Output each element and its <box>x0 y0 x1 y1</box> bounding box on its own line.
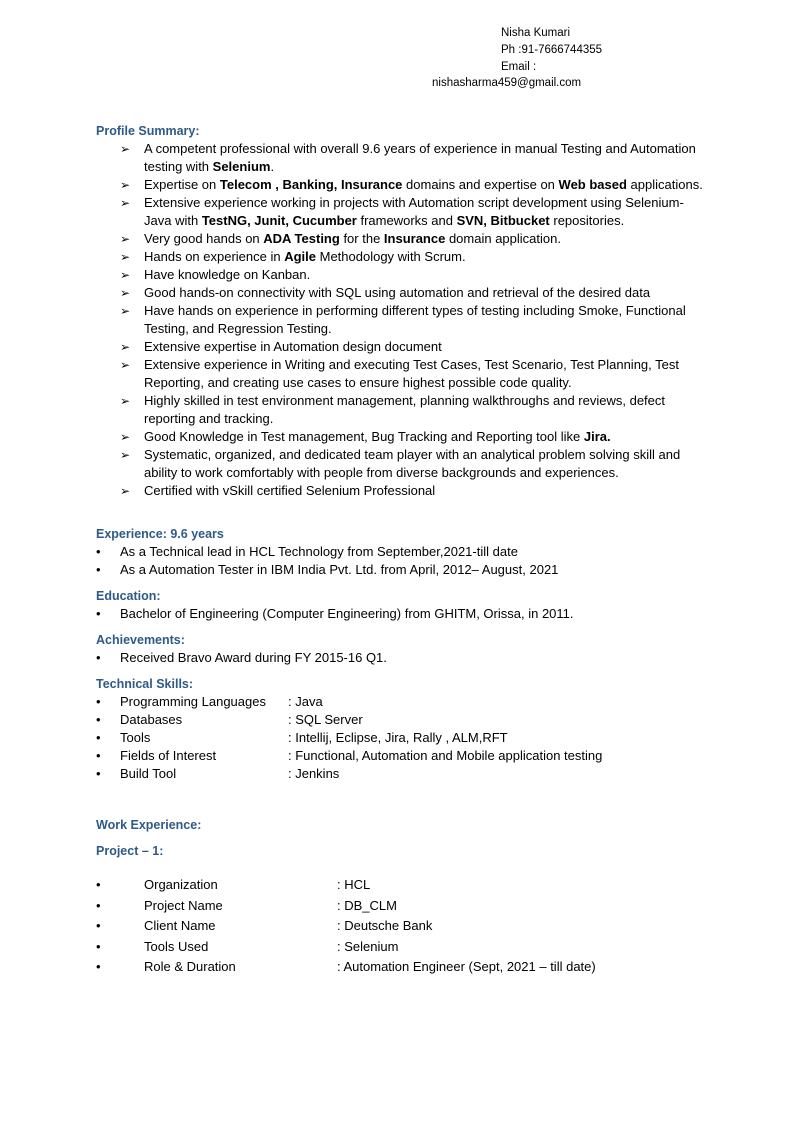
arrow-bullet-icon: ➢ <box>120 394 131 408</box>
skill-key: Fields of Interest <box>120 748 217 763</box>
project-heading: Project – 1: <box>96 844 164 858</box>
arrow-bullet-icon: ➢ <box>120 250 131 264</box>
work-experience-heading: Work Experience: <box>96 818 202 832</box>
profile-summary-item: ➢ Good Knowledge in Test management, Bug Tracking and Reporting tool like Jira. <box>120 429 611 444</box>
profile-summary-list <box>120 140 710 500</box>
profile-summary-item: ➢ Highly skilled in test environment management, planning walkthroughs and reviews, defect reporting and tracking. <box>120 393 666 426</box>
project-key: Client Name <box>144 918 216 933</box>
bullet-icon: • <box>96 606 101 621</box>
arrow-bullet-icon: ➢ <box>120 484 131 498</box>
skill-key: Tools <box>120 730 151 745</box>
bullet-icon: • <box>96 766 101 781</box>
arrow-bullet-icon: ➢ <box>120 448 131 462</box>
arrow-bullet-icon: ➢ <box>120 196 131 210</box>
skill-value: : Jenkins <box>288 766 340 781</box>
skill-key: Build Tool <box>120 766 177 781</box>
skill-row <box>96 711 363 729</box>
project-row <box>96 876 370 894</box>
project-value: : Selenium <box>337 939 399 954</box>
profile-summary-item: ➢ Extensive expertise in Automation design document <box>120 339 442 354</box>
profile-summary-item: ➢ Systematic, organized, and dedicated team player with an analytical problem solving skill and ability to work comfortably with people from diverse backgrounds and experiences. <box>120 447 681 480</box>
project-key: Role & Duration <box>144 959 236 974</box>
project-row <box>96 958 596 976</box>
project-row <box>96 917 432 935</box>
bullet-icon: • <box>96 918 101 933</box>
project-key: Organization <box>144 877 218 892</box>
profile-summary-item: ➢ Extensive experience in Writing and executing Test Cases, Test Scenario, Test Planning, Test Reporting, and creating use cases to ensure highest possible code quality. <box>120 357 679 390</box>
profile-summary-item: ➢ Very good hands on ADA Testing for the Insurance domain application. <box>120 231 561 246</box>
arrow-bullet-icon: ➢ <box>120 358 131 372</box>
arrow-bullet-icon: ➢ <box>120 340 131 354</box>
skill-value: : SQL Server <box>288 712 363 727</box>
skill-value: : Functional, Automation and Mobile application testing <box>288 748 603 763</box>
profile-summary-item: ➢ Good hands-on connectivity with SQL using automation and retrieval of the desired data <box>120 285 651 300</box>
skill-row <box>96 693 323 711</box>
skill-value: : Intellij, Eclipse, Jira, Rally , ALM,RFT <box>288 730 508 745</box>
project-key: Project Name <box>144 898 223 913</box>
phone-number: Ph :91-7666744355 <box>501 44 603 56</box>
profile-summary-item: ➢ Certified with vSkill certified Selenium Professional <box>120 483 436 498</box>
arrow-bullet-icon: ➢ <box>120 178 131 192</box>
bullet-icon: • <box>96 562 101 577</box>
arrow-bullet-icon: ➢ <box>120 304 131 318</box>
experience-item: • As a Automation Tester in IBM India Pvt. Ltd. from April, 2012– August, 2021 <box>96 562 559 577</box>
skill-key: Databases <box>120 712 183 727</box>
bullet-icon: • <box>96 959 101 974</box>
achievement-item: • Received Bravo Award during FY 2015-16 Q1. <box>96 650 387 665</box>
bullet-icon: • <box>96 939 101 954</box>
bullet-icon: • <box>96 730 101 745</box>
education-item: • Bachelor of Engineering (Computer Engineering) from GHITM, Orissa, in 2011. <box>96 606 574 621</box>
bullet-icon: • <box>96 712 101 727</box>
bullet-icon: • <box>96 898 101 913</box>
bullet-icon: • <box>96 650 101 665</box>
arrow-bullet-icon: ➢ <box>120 286 131 300</box>
bullet-icon: • <box>96 877 101 892</box>
email-address[interactable]: nishasharma459@gmail.com <box>432 77 582 89</box>
arrow-bullet-icon: ➢ <box>120 268 131 282</box>
project-value: : Deutsche Bank <box>337 918 433 933</box>
profile-summary-item: ➢ Hands on experience in Agile Methodology with Scrum. <box>120 249 466 264</box>
arrow-bullet-icon: ➢ <box>120 232 131 246</box>
profile-summary-item: ➢ A competent professional with overall 9.6 years of experience in manual Testing and Automation testing with Selenium. <box>120 141 696 174</box>
arrow-bullet-icon: ➢ <box>120 430 131 444</box>
experience-heading: Experience: 9.6 years <box>96 527 224 541</box>
project-key: Tools Used <box>144 939 209 954</box>
skill-key: Programming Languages <box>120 694 266 709</box>
arrow-bullet-icon: ➢ <box>120 142 131 156</box>
profile-summary-item: ➢ Extensive experience working in projects with Automation script development using Selenium-Java with TestNG, Junit, Cucumber frameworks and SVN, Bitbucket repositories. <box>120 195 684 228</box>
bullet-icon: • <box>96 694 101 709</box>
project-row <box>96 897 397 915</box>
project-value: : HCL <box>337 877 371 892</box>
project-value: : Automation Engineer (Sept, 2021 – till date) <box>337 959 596 974</box>
profile-summary-item: ➢ Have hands on experience in performing different types of testing including Smoke, Functional Testing, and Regression Testing. <box>120 303 686 336</box>
skill-row <box>96 729 508 747</box>
profile-summary-heading: Profile Summary: <box>96 124 200 138</box>
technical-skills-heading: Technical Skills: <box>96 677 194 691</box>
skill-value: : Java <box>288 694 323 709</box>
education-heading: Education: <box>96 589 161 603</box>
profile-summary-item: ➢ Have knowledge on Kanban. <box>120 267 311 282</box>
candidate-name: Nisha Kumari <box>501 27 571 39</box>
achievements-heading: Achievements: <box>96 633 185 647</box>
skill-row <box>96 765 339 783</box>
email-label: Email : <box>501 61 537 73</box>
project-value: : DB_CLM <box>337 898 397 913</box>
bullet-icon: • <box>96 544 101 559</box>
profile-summary-item: ➢ Expertise on Telecom , Banking, Insurance domains and expertise on Web based applications. <box>120 177 703 192</box>
bullet-icon: • <box>96 748 101 763</box>
skill-row <box>96 747 602 765</box>
experience-item: • As a Technical lead in HCL Technology from September,2021-till date <box>96 544 518 559</box>
project-row <box>96 938 398 956</box>
